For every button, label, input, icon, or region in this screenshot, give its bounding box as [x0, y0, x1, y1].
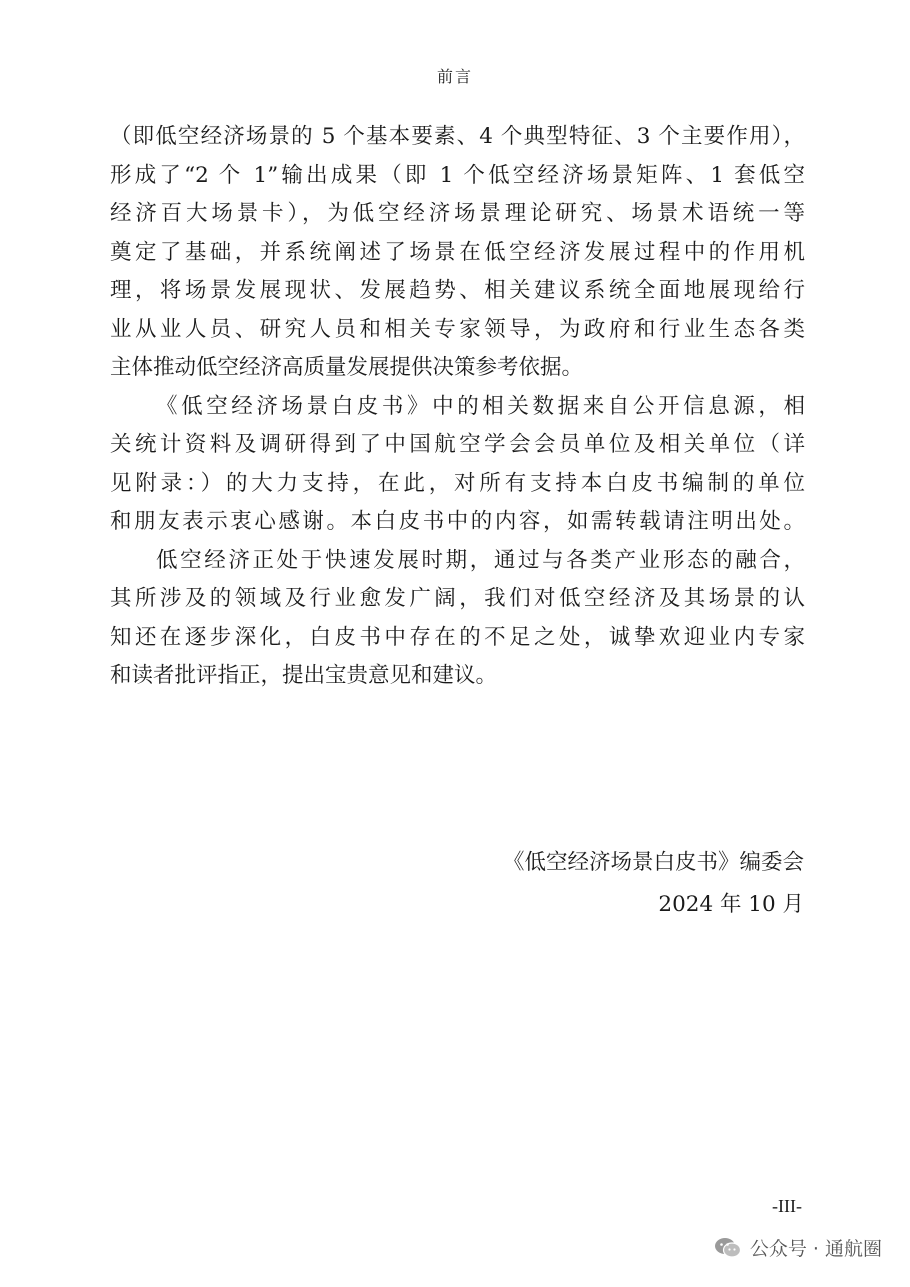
page-header: 前言 — [436, 67, 473, 86]
text-line: （即低空经济场景的 5 个基本要素、4 个典型特征、3 个主要作用）， — [110, 124, 805, 149]
signature-date: 2024 年 10 月 — [658, 892, 804, 917]
wechat-icon — [714, 1236, 742, 1260]
text-line: 形成了“2 个 1”输出成果（即 1 个低空经济场景矩阵、1 套低空 — [110, 162, 805, 188]
body-text — [110, 118, 805, 696]
text-line: 经济百大场景卡），为低空经济场景理论研究、场景术语统一等 — [110, 201, 805, 226]
text-line: 奠定了基础，并系统阐述了场景在低空经济发展过程中的作用机 — [110, 239, 805, 265]
text-line: 低空经济正处于快速发展时期，通过与各类产业形态的融合， — [156, 547, 805, 573]
text-line: 《低空经济场景白皮书》中的相关数据来自公开信息源，相 — [156, 393, 805, 419]
watermark — [714, 1234, 882, 1261]
text-line: 其所涉及的领域及行业愈发广阔，我们对低空经济及其场景的认 — [110, 586, 805, 611]
text-line: 主体推动低空经济高质量发展提供决策参考依据。 — [110, 355, 584, 380]
signature-org: 《低空经济场景白皮书》编委会 — [502, 850, 804, 875]
paragraph-2 — [110, 388, 805, 542]
text-line: 业从业人员、研究人员和相关专家领导，为政府和行业生态各类 — [110, 316, 805, 342]
page-number: -III- — [772, 1196, 802, 1216]
signature-block — [503, 842, 804, 926]
paragraph-3 — [110, 542, 805, 696]
paragraph-1 — [110, 118, 805, 388]
text-line: 关统计资料及调研得到了中国航空学会会员单位及相关单位（详 — [110, 432, 805, 457]
text-line: 见附录：）的大力支持，在此，对所有支持本白皮书编制的单位 — [110, 470, 805, 496]
text-line: 和朋友表示衷心感谢。本白皮书中的内容，如需转载请注明出处。 — [110, 509, 805, 534]
text-line: 和读者批评指正，提出宝贵意见和建议。 — [110, 663, 498, 688]
text-line: 理，将场景发展现状、发展趋势、相关建议系统全面地展现给行 — [110, 278, 805, 303]
text-line: 知还在逐步深化，白皮书中存在的不足之处，诚挚欢迎业内专家 — [110, 624, 805, 650]
watermark-text: 公众号 · 通航圈 — [749, 1238, 882, 1260]
